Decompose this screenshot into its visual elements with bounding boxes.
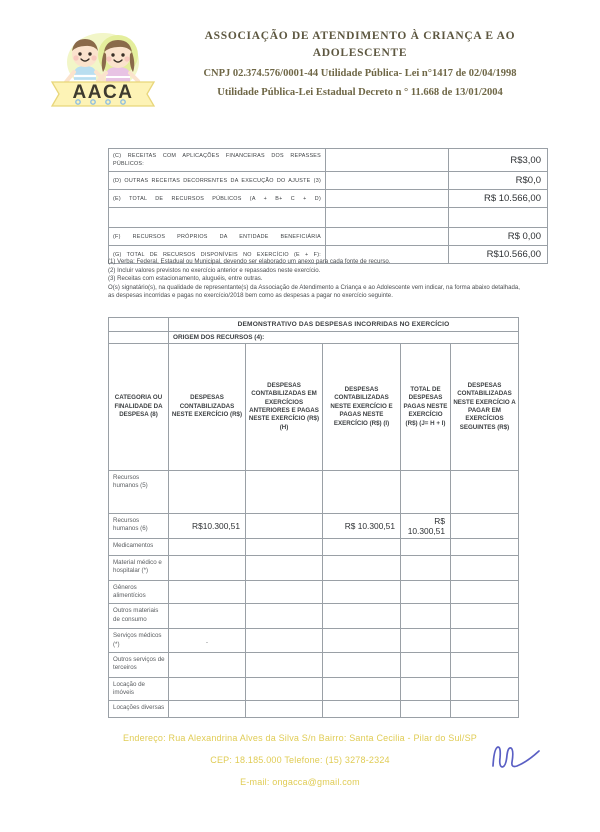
footnote-2: (2) Incluir valores previstos no exercício anterior e repassados neste exercício. [108,266,321,274]
resource-middle [326,228,449,246]
expense-c3 [246,539,323,556]
footer-cep-phone: CEP: 18.185.000 Telefone: (15) 3278-2324 [210,755,390,765]
column-header-contab-exercicio: DESPESAS CONTABILIZADAS NESTE EXERCÍCIO (R$) [169,344,246,471]
expense-c6 [451,556,519,581]
logo-wordmark: AACA [72,82,134,103]
letterhead-text [160,28,560,102]
table-row [109,677,519,700]
expense-c5 [401,581,451,604]
expense-c4 [323,581,401,604]
expense-c6 [451,581,519,604]
expense-c3 [246,581,323,604]
expense-c4 [323,652,401,677]
expense-c2: . [169,629,246,652]
table-row [109,629,519,652]
table-row [109,228,548,246]
expense-c5: R$ 10.300,51 [401,514,451,539]
table-row [109,514,519,539]
footer-email: E-mail: ongacca@gmail.com [240,777,360,787]
expense-c6 [451,471,519,514]
column-header-contab-anteriores: DESPESAS CONTABILIZADAS EM EXERCÍCIOS ANTERIORES E PAGAS NESTE EXERCÍCIO (R$) (H) [246,344,323,471]
expense-c4: R$ 10.300,51 [323,514,401,539]
expense-c5 [401,471,451,514]
expense-category: Medicamentos [109,539,169,556]
expense-c2 [169,556,246,581]
expense-c3 [246,701,323,718]
table-row [109,556,519,581]
expense-c2 [169,539,246,556]
expense-category: Gêneros alimentícios [109,581,169,604]
expense-c4 [323,677,401,700]
column-header-row [109,344,519,471]
expenses-table [108,317,519,718]
table-row [109,701,519,718]
resource-value: R$ 0,00 [449,228,548,246]
resources-table [108,148,548,264]
expense-c2 [169,677,246,700]
expense-category: Locação de imóveis [109,677,169,700]
letterhead [0,0,600,135]
expense-c5 [401,556,451,581]
expense-category: Locações diversas [109,701,169,718]
expense-c2 [169,652,246,677]
expenses-banner-row [109,318,519,332]
expense-c3 [246,604,323,629]
expense-category: Outros serviços de terceiros [109,652,169,677]
org-name-line2: ADOLESCENTE [312,47,408,59]
decreto-line: Utilidade Pública-Lei Estadual Decreto n ° 11.668 de 13/01/2004 [217,87,503,98]
resource-label: (G) TOTAL DE RECURSOS DISPONÍVEIS NO EXERCÍCIO (E + F): [109,246,326,264]
footnote-1: (1) Verba: Federal, Estadual ou Municipal, devendo ser elaborado um anexo para cada fonte de recurso. [108,258,391,265]
table-row [109,581,519,604]
expense-c5 [401,629,451,652]
expense-c5 [401,701,451,718]
origem-spacer-cell [109,332,169,344]
expense-c4 [323,471,401,514]
expense-c6 [451,604,519,629]
signature-mark [487,738,557,778]
expense-category: Material médico e hospitalar (*) [109,556,169,581]
expense-c2 [169,701,246,718]
expense-c3 [246,556,323,581]
column-header-total-pagas: TOTAL DE DESPESAS PAGAS NESTE EXERCÍCIO (R$) (J= H + I) [401,344,451,471]
expense-c3 [246,471,323,514]
expense-c5 [401,677,451,700]
resource-label: (C) RECEITAS COM APLICAÇÕES FINANCEIRAS DOS REPASSES PÚBLICOS: [109,149,326,172]
resource-label: (E) TOTAL DE RECURSOS PÚBLICOS (A + B+ C + D) [109,190,326,208]
expense-category: Recursos humanos (6) [109,514,169,539]
expense-c6 [451,629,519,652]
footer-address: Endereço: Rua Alexandrina Alves da Silva S/n Bairro: Santa Cecilia - Pilar do Sul/SP [123,733,477,743]
footnote-3: (3) Receitas com estacionamento, aluguéis, entre outras. [108,275,263,283]
resource-value: R$10.566,00 [449,246,548,264]
expense-c3 [246,629,323,652]
expense-c4 [323,629,401,652]
expense-c6 [451,677,519,700]
expense-c3 [246,652,323,677]
resource-value: R$3,00 [449,149,548,172]
table-row [109,604,519,629]
expense-c5 [401,539,451,556]
expense-c2: R$10.300,51 [169,514,246,539]
expense-c6 [451,701,519,718]
resource-label [109,208,326,228]
resource-middle [326,149,449,172]
expense-c6 [451,652,519,677]
expense-c4 [323,604,401,629]
column-header-a-pagar: DESPESAS CONTABILIZADAS NESTE EXERCÍCIO A PAGAR EM EXERCÍCIOS SEGUINTES (R$) [451,344,519,471]
expense-c4 [323,556,401,581]
expense-c3 [246,677,323,700]
resource-label: (F) RECURSOS PRÓPRIOS DA ENTIDADE BENEFICIÁRIA [109,228,326,246]
expense-category: Recursos humanos (5) [109,471,169,514]
table-row [109,172,548,190]
resource-value [449,208,548,228]
origem-row [109,332,519,344]
expense-category: Serviços médicos (*) [109,629,169,652]
resource-label: (D) OUTRAS RECEITAS DECORRENTES DA EXECUÇÃO DO AJUSTE (3) [109,172,326,190]
table-row [109,149,548,172]
expense-c4 [323,701,401,718]
table-row-spacer [109,208,548,228]
logo-illustration [48,28,158,108]
expense-c6 [451,514,519,539]
expense-c2 [169,604,246,629]
resource-value: R$0,0 [449,172,548,190]
column-header-categoria: CATEGORIA OU FINALIDADE DA DESPESA (8) [109,344,169,471]
expense-c2 [169,471,246,514]
expense-c5 [401,652,451,677]
resource-middle [326,190,449,208]
org-name-line1: ASSOCIAÇÃO DE ATENDIMENTO À CRIANÇA E AO [204,30,516,42]
aaca-logo [48,28,158,108]
cnpj-line: CNPJ 02.374.576/0001-44 Utilidade Pública- Lei n°1417 de 02/04/1998 [203,68,517,79]
footnotes [108,258,520,301]
table-row [109,652,519,677]
column-header-contab-pagas: DESPESAS CONTABILIZADAS NESTE EXERCÍCIO E PAGAS NESTE EXERCÍCIO (R$) (I) [323,344,401,471]
table-row [109,539,519,556]
expense-c6 [451,539,519,556]
signature [487,738,557,778]
expense-c2 [169,581,246,604]
resource-middle [326,172,449,190]
banner-spacer-cell [109,318,169,332]
resource-middle [326,208,449,228]
resource-value: R$ 10.566,00 [449,190,548,208]
table-row [109,471,519,514]
expense-category: Outros materiais de consumo [109,604,169,629]
expense-c4 [323,539,401,556]
signatory-statement: O(s) signatário(s), na qualidade de representante(s) da Associação de Atendimento a Criança e ao Adolescente vem indicar, na forma abaixo detalhada, as despesas incorridas e pagas no exercício/2018 bem como as despesas a pagar no exercício seguinte. [108,283,520,300]
expense-c5 [401,604,451,629]
table-row [109,190,548,208]
expenses-banner-title: DEMONSTRATIVO DAS DESPESAS INCORRIDAS NO EXERCÍCIO [169,318,519,332]
origem-label: ORIGEM DOS RECURSOS (4): [169,332,519,344]
expense-c3 [246,514,323,539]
